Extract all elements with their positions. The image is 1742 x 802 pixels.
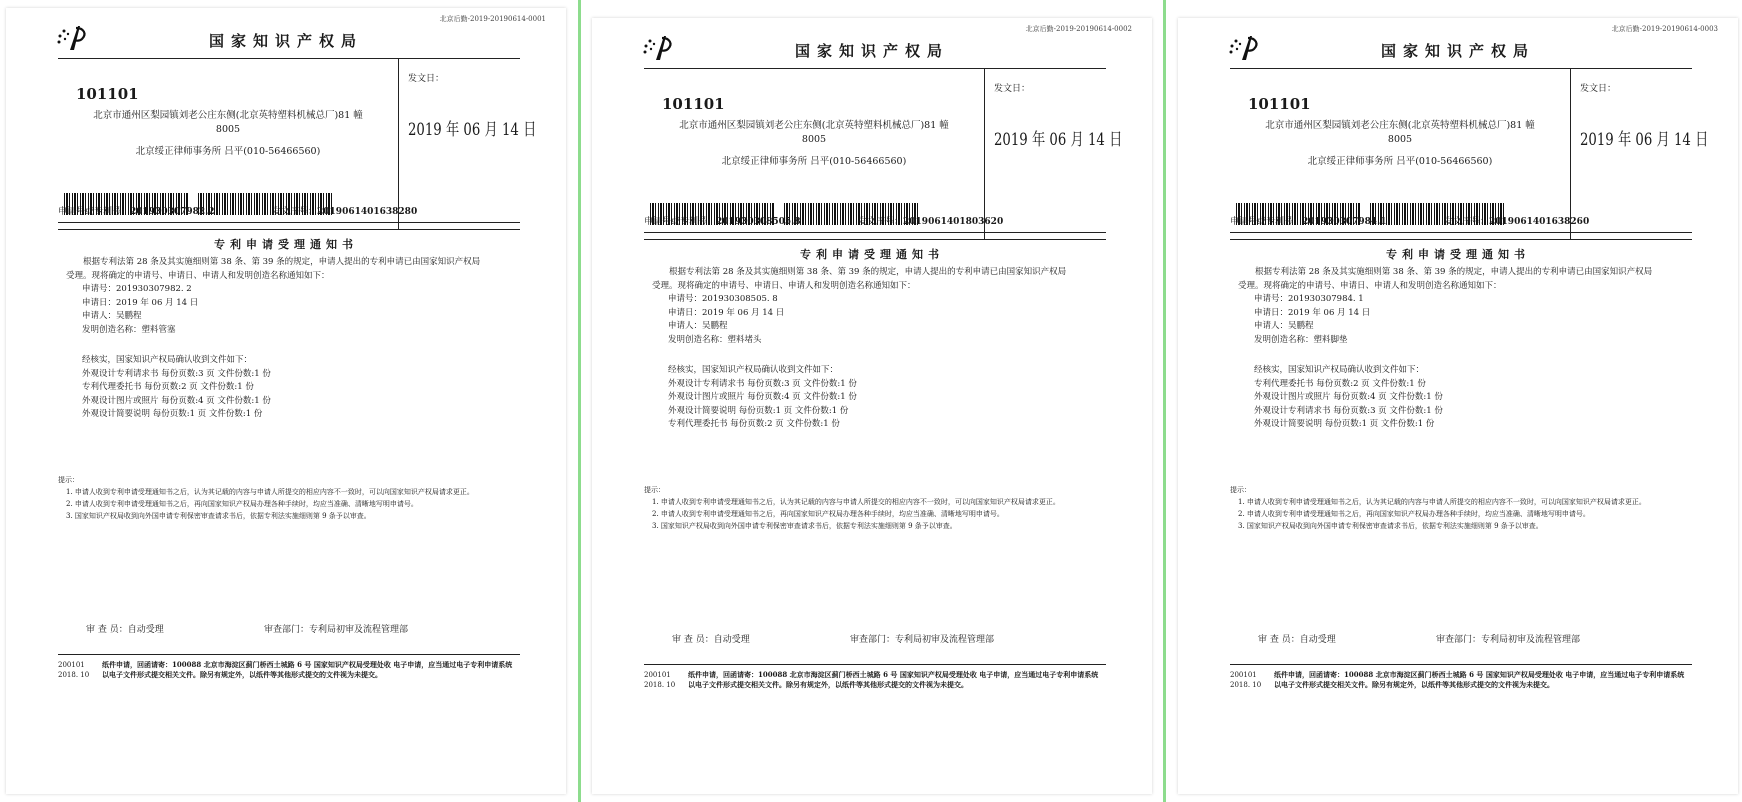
footer-text: 纸件申请，回函请寄：100088 北京市海淀区蓟门桥西土城路 6 号 国家知识产权局受理处收 电子申请，应当通过电子专利申请系统以电子文件形式提交相关文件。除另有规定外，以纸件等其他形式提交的文件视为未提交。 [688,670,1099,689]
application-field: 发明创造名称：塑料管塞 [82,324,176,335]
office-title: 国家知识产权局 [1380,42,1535,60]
office-title: 国家知识产权局 [208,32,363,50]
file-list [1254,378,1443,432]
document-code: 北京后勤-2019-20190614-0001 [439,15,546,23]
app-no-label: 申请号或专利号： [644,217,717,227]
reviewer: 审 查 员：自动受理 [1258,635,1336,645]
tips-label: 提示： [644,486,665,494]
application-field: 发明创造名称：塑料脚垫 [1254,334,1348,345]
tips-section [1230,484,1660,532]
office-title: 国家知识产权局 [794,42,949,60]
application-field: 申请日：2019 年 06 月 14 日 [82,297,199,308]
tip-item: 3. 国家知识产权局收到向外国申请专利保密审查请求书后，依据专利法实施细则第 9 条予以审查。 [66,512,371,520]
document-code: 北京后勤-2019-20190614-0002 [1025,25,1132,33]
received-files [82,354,271,422]
notice-body [1238,266,1658,347]
agency-name: 北京绥正律师事务所 吕平(010-56466560) [135,146,321,157]
file-entry: 外观设计专利请求书 每份页数:3 页 文件份数:1 份 [1254,405,1443,416]
send-date: 2019 年 06 月 14 日 [408,120,537,140]
tip-item: 3. 国家知识产权局收到向外国申请专利保密审查请求书后，依据专利法实施细则第 9 条予以审查。 [1238,522,1543,530]
rule [58,222,520,223]
document-code: 北京后勤-2019-20190614-0003 [1611,25,1718,33]
tip-item: 1. 申请人收到专利申请受理通知书之后，认为其记载的内容与申请人所提交的相应内容不一致时，可以向国家知识产权局请求更正。 [652,498,1060,506]
application-field: 申请人：吴鹏程 [82,311,142,321]
app-no: 201930307984.1 [1302,217,1387,227]
tip-item: 2. 申请人收到专利申请受理通知书之后，再向国家知识产权局办理各种手续时，均应当准确、清晰地写明申请号。 [66,500,418,508]
application-field: 发明创造名称：塑料堵头 [668,334,762,345]
notice-document [6,8,566,794]
department: 审查部门：专利局初审及流程管理部 [264,625,409,635]
application-field: 申请号：201930307982. 2 [82,284,192,294]
department: 审查部门：专利局初审及流程管理部 [850,635,995,645]
file-entry: 外观设计简要说明 每份页数:1 页 文件份数:1 份 [82,409,263,419]
application-field: 申请日：2019 年 06 月 14 日 [1254,307,1371,318]
address-line-1: 北京市通州区梨园镇刘老公庄东侧(北京英特塑料机械总厂)81 幢 [1265,120,1535,131]
serial-label: 发文序号： [1444,217,1490,227]
intro-text: 根据专利法第 28 条及其实施细则第 38 条、第 39 条的规定，申请人提出的专利申请已由国家知识产权局受理。现将确定的申请号、申请日、申请人和发明创造名称通知如下： [1238,267,1653,291]
file-entry: 外观设计图片或照片 每份页数:4 页 文件份数:1 份 [1254,392,1443,402]
notice-body [66,256,486,337]
verify-text: 经核实，国家知识产权局确认收到文件如下： [668,365,839,375]
address-line-1: 北京市通州区梨园镇刘老公庄东侧(北京英特塑料机械总厂)81 幢 [93,110,363,121]
application-fields [66,283,486,337]
send-date: 2019 年 06 月 14 日 [994,130,1123,150]
application-number-row [1230,214,1692,227]
send-date-label: 发文日： [1580,84,1617,94]
divider-right [1163,0,1166,802]
form-code: 200101 2018. 10 [58,661,90,679]
tip-list [644,496,1074,532]
postcode: 101101 [662,95,725,113]
tip-item: 2. 申请人收到专利申请受理通知书之后，再向国家知识产权局办理各种手续时，均应当准确、清晰地写明申请号。 [1238,510,1590,518]
application-number-row [58,204,520,217]
app-no-label: 申请号或专利号： [1230,217,1303,227]
file-list [82,368,271,422]
rule [644,232,1106,233]
application-field: 申请人：吴鹏程 [668,321,728,331]
notice-title: 专利申请受理通知书 [214,238,358,251]
recipient-address [68,109,388,137]
footer-rule [644,664,1106,665]
agency-name: 北京绥正律师事务所 吕平(010-56466560) [1307,156,1493,167]
send-date: 2019 年 06 月 14 日 [1580,130,1709,150]
footer-rule [1230,664,1692,665]
form-code: 200101 2018. 10 [1230,671,1262,689]
received-files [1254,364,1443,432]
received-files [668,364,857,432]
recipient-address [654,119,974,147]
agency-name: 北京绥正律师事务所 吕平(010-56466560) [721,156,907,167]
department: 审查部门：专利局初审及流程管理部 [1436,635,1581,645]
tip-list [1230,496,1660,532]
address-line-2: 8005 [1387,134,1413,145]
intro-text: 根据专利法第 28 条及其实施细则第 38 条、第 39 条的规定，申请人提出的专利申请已由国家知识产权局受理。现将确定的申请号、申请日、申请人和发明创造名称通知如下： [66,257,481,281]
notice-document [592,18,1152,794]
application-fields [1238,293,1658,347]
notice-title: 专利申请受理通知书 [800,248,944,261]
notice-body [652,266,1072,347]
app-no-label: 申请号或专利号： [58,207,131,217]
serial-no: 2019061401638280 [317,207,418,217]
verify-text: 经核实，国家知识产权局确认收到文件如下： [1254,365,1425,375]
tip-list [58,486,488,522]
address-line-1: 北京市通州区梨园镇刘老公庄东侧(北京英特塑料机械总厂)81 幢 [679,120,949,131]
recipient-address [1240,119,1560,147]
application-fields [652,293,1072,347]
file-entry: 外观设计图片或照片 每份页数:4 页 文件份数:1 份 [82,395,271,406]
file-entry: 专利代理委托书 每份页数:2 页 文件份数:1 份 [1254,378,1426,389]
application-field: 申请日：2019 年 06 月 14 日 [668,307,785,318]
address-line-2: 8005 [215,124,241,135]
tips-section [58,474,488,522]
serial-no: 2019061401638260 [1489,217,1590,227]
application-field: 申请号：201930307984. 1 [1254,294,1364,304]
file-entry: 外观设计简要说明 每份页数:1 页 文件份数:1 份 [668,405,849,416]
application-number-row [644,214,1106,227]
tips-section [644,484,1074,532]
tip-item: 3. 国家知识产权局收到向外国申请专利保密审查请求书后，依据专利法实施细则第 9 条予以审查。 [652,522,957,530]
file-entry: 外观设计专利请求书 每份页数:3 页 文件份数:1 份 [668,378,857,389]
divider-left [578,0,581,802]
footer-rule [58,654,520,655]
file-entry: 专利代理委托书 每份页数:2 页 文件份数:1 份 [82,382,254,392]
verify-text: 经核实，国家知识产权局确认收到文件如下： [82,355,253,365]
tips-label: 提示： [58,476,79,484]
app-no: 201930307982.2 [130,207,215,217]
postcode: 101101 [76,85,139,103]
address-line-2: 8005 [801,134,827,145]
notice-title: 专利申请受理通知书 [1386,248,1530,261]
tip-item: 1. 申请人收到专利申请受理通知书之后，认为其记载的内容与申请人所提交的相应内容不一致时，可以向国家知识产权局请求更正。 [1238,498,1646,506]
send-date-label: 发文日： [994,84,1031,94]
serial-label: 发文序号： [858,217,904,227]
intro-text: 根据专利法第 28 条及其实施细则第 38 条、第 39 条的规定，申请人提出的专利申请已由国家知识产权局受理。现将确定的申请号、申请日、申请人和发明创造名称通知如下： [652,267,1067,291]
serial-label: 发文序号： [272,207,318,217]
file-list [668,378,857,432]
app-no: 201930308505.8 [716,217,801,227]
file-entry: 外观设计专利请求书 每份页数:3 页 文件份数:1 份 [82,368,271,379]
rule [1230,232,1692,233]
file-entry: 专利代理委托书 每份页数:2 页 文件份数:1 份 [668,419,840,429]
application-field: 申请号：201930308505. 8 [668,294,778,304]
reviewer: 审 查 员：自动受理 [86,625,164,635]
footer-text: 纸件申请，回函请寄：100088 北京市海淀区蓟门桥西土城路 6 号 国家知识产权局受理处收 电子申请，应当通过电子专利申请系统以电子文件形式提交相关文件。除另有规定外，以纸件等其他形式提交的文件视为未提交。 [102,660,513,679]
footer-text: 纸件申请，回函请寄：100088 北京市海淀区蓟门桥西土城路 6 号 国家知识产权局受理处收 电子申请，应当通过电子专利申请系统以电子文件形式提交相关文件。除另有规定外，以纸件等其他形式提交的文件视为未提交。 [1274,670,1685,689]
serial-no: 2019061401803620 [903,217,1004,227]
form-code: 200101 2018. 10 [644,671,676,689]
postcode: 101101 [1248,95,1311,113]
application-field: 申请人：吴鹏程 [1254,321,1314,331]
file-entry: 外观设计简要说明 每份页数:1 页 文件份数:1 份 [1254,419,1435,429]
tips-label: 提示： [1230,486,1251,494]
notice-document [1178,18,1738,794]
tip-item: 1. 申请人收到专利申请受理通知书之后，认为其记载的内容与申请人所提交的相应内容不一致时，可以向国家知识产权局请求更正。 [66,488,474,496]
tip-item: 2. 申请人收到专利申请受理通知书之后，再向国家知识产权局办理各种手续时，均应当准确、清晰地写明申请号。 [652,510,1004,518]
file-entry: 外观设计图片或照片 每份页数:4 页 文件份数:1 份 [668,392,857,402]
send-date-label: 发文日： [408,74,445,84]
reviewer: 审 查 员：自动受理 [672,635,750,645]
